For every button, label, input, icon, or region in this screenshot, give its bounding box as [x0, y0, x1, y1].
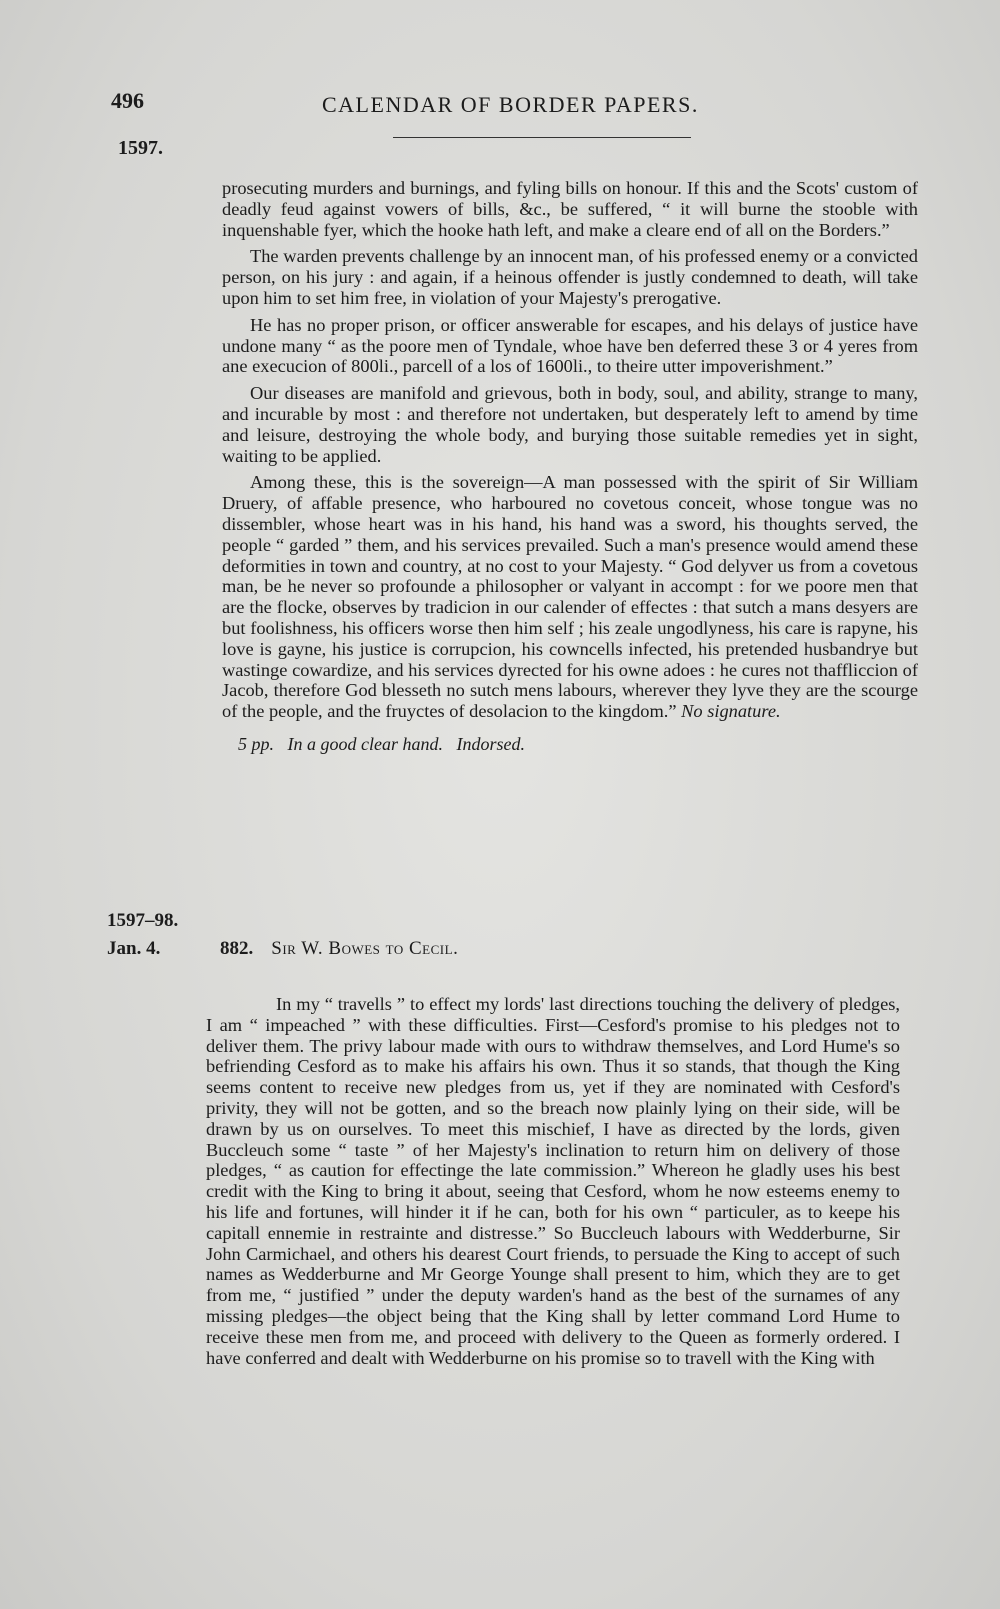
paragraph-text: Among these, this is the sovereign—A man possessed with the spirit of Sir William Druery, of affable presence, who harboured no covetous conceit, whose tongue was no dissembler, whose heart was in his hand, his hand was a sword, his thoughts served, the people “ garded ” them, and his services prevailed. Such a man's presence would amend these deformities in town and country, at no cost to your Majesty. “ God delyver us from a covetous man, be he never so profounde a philosopher or valyant in accompt : for we poore men that are the flocke, observes by tradicion in our calender of effectes : that sutch a mans desyers are but foolishness, his officers worse then him self ; his zeale ungodlyness, his care is rapyne, his love is gayne, his justice is corrupcion, his cowncells infected, his pretended husbandrye but wastinge cowardize, and his services dyrected for his owne adoes : he cures not thaffliccion of Jacob, therefore God blesseth no sutch mens labours, wherever they lyve they are the scourge of the people, and the fruyctes of desolacion to the kingdom.”: [222, 472, 918, 722]
header-rule: [393, 137, 691, 138]
paragraph: prosecuting murders and burnings, and fyling bills on honour. If this and the Scots' custom of deadly feud against vowers of bills, &c., be suffered, “ it will burne the stooble with inquenshable fyer, which the hooke hath left, and make a cleare end of all on the Borders.”: [222, 178, 918, 240]
note-pages: 5 pp.: [238, 733, 274, 754]
paragraph: [222, 472, 918, 722]
entry-heading: [220, 938, 458, 960]
entry-date: Jan. 4.: [107, 938, 161, 959]
letter-text: [206, 994, 900, 1368]
continued-text: [222, 178, 918, 755]
no-signature: No signature.: [681, 701, 781, 722]
paragraph: The warden prevents challenge by an innocent man, of his professed enemy or a convicted person, on his jury : and again, if a heinous offender is justly condemned to death, will take upon him to set him free, in violation of your Majesty's prerogative.: [222, 246, 918, 308]
paragraph: In my “ travells ” to effect my lords' last directions touching the delivery of pledges, I am “ impeached ” with these difficulties. First—Cesford's promise to his pledges not to deliver them. The privy labour made with ours to withdraw themselves, and Lord Hume's so befriending Cesford as to make his affairs his own. Thus it so stands, that though the King seems content to receive new pledges from us, yet if they are nominated with Cesford's privity, they will not be gotten, and so the breach now plainly lying on their side, will be drawn by us on ourselves. To meet this mischief, I have as directed by the lords, given Buccleuch some “ taste ” of her Majesty's inclination to return him on delivery of those pledges, “ as caution for effectinge the late commission.” Whereon he gladly uses his best credit with the King to bring it about, seeing that Cesford, whom he now esteems enemy to his life and fortunes, will hinder it if he can, both for his own “ particuler, as to keepe his capitall ennemie in restrainte and distresse.” So Buccleuch labours with Wedderburne, Sir John Carmichael, and others his dearest Court friends, to persuade the King to accept of such names as Wedderburne and Mr George Younge shall present to him, which they are to get from me, “ justified ” under the deputy warden's hand as the best of the surnames of any missing pledges—the object being that the King shall by letter command Lord Hume to receive these men from me, and proceed with delivery to the Queen as formerly ordered. I have conferred and dealt with Wedderburne on his promise so to travell with the King with: [206, 994, 900, 1368]
document-note: [238, 734, 918, 755]
entry-year: 1597–98.: [107, 910, 179, 931]
paragraph: He has no proper prison, or officer answerable for escapes, and his delays of justice have undone many “ as the poore men of Tyndale, whoe have ben deferred these 3 or 4 yeres from ane execucion of 800li., parcell of a los of 1600li., to theire utter impoverishment.”: [222, 314, 918, 377]
running-title: CALENDAR OF BORDER PAPERS.: [322, 92, 699, 117]
note-indorsed: Indorsed.: [456, 733, 525, 754]
paragraph: Our diseases are manifold and grievous, both in body, soul, and ability, strange to many, and incurable by most : and therefore not undertaken, but desperately left to amend by time and leisure, destroying the whole body, and burying those suitable remedies yet in sight, waiting to be applied.: [222, 383, 918, 466]
page-number: 496: [111, 88, 144, 113]
note-hand: In a good clear hand.: [287, 733, 443, 754]
margin-year: 1597.: [118, 137, 163, 159]
entry-number: 882.: [220, 938, 254, 959]
entry-title: Sir W. Bowes to Cecil.: [271, 938, 459, 959]
